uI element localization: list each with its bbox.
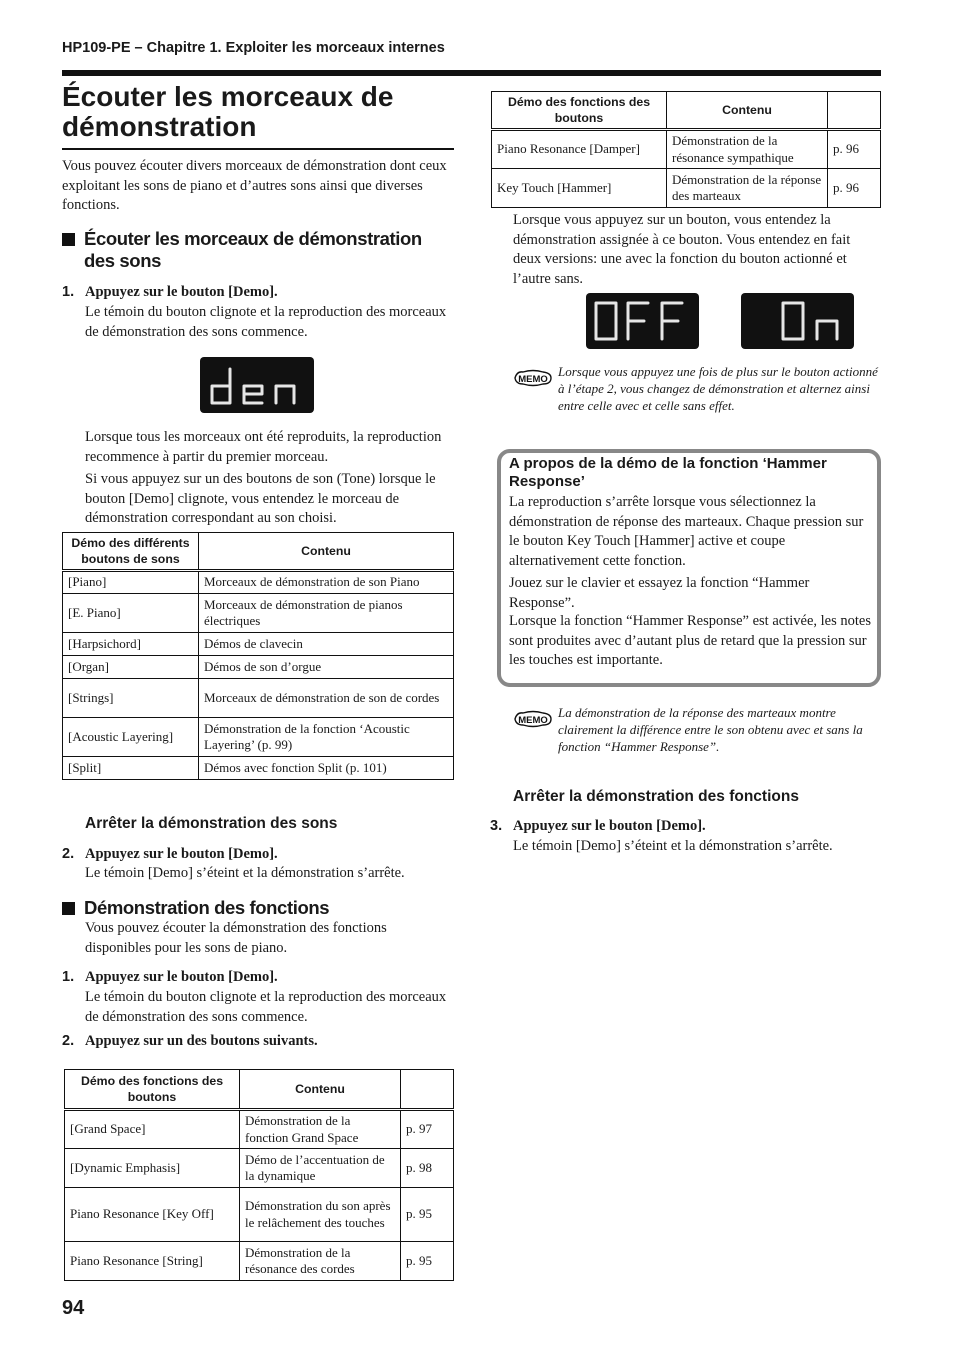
segment-display-on-icon: [741, 293, 854, 349]
table-header: [401, 1070, 454, 1110]
info-box-paragraph-2: Jouez sur le clavier et essayez la fonction “Hammer Response”.: [509, 575, 810, 611]
step-2-sounds-desc: Le témoin [Demo] s’éteint et la démonstration s’arrête.: [85, 865, 405, 881]
stop-sounds-heading: Arrêter la démonstration des sons: [85, 815, 338, 832]
step-1-sounds: 1. Appuyez sur le bouton [Demo].: [62, 284, 278, 300]
step-1-functions-desc: Le témoin du bouton clignote et la reproduction des morceaux de démonstration des sons commence.: [85, 989, 447, 1025]
memo-icon: [513, 368, 553, 388]
table-row: [Strings] Morceaux de démonstration de son de cordes: [63, 679, 454, 718]
lcd-display-off: [586, 293, 699, 349]
info-box-title: A propos de la démo de la fonction ‘Hammer Response’: [509, 455, 827, 490]
table-header: Démo des différents boutons de sons: [63, 533, 199, 571]
table-row: [Acoustic Layering] Démonstration de la fonction ‘Acoustic Layering’ (p. 99): [63, 718, 454, 757]
heading-square-icon: [62, 233, 75, 246]
table-header: Contenu: [240, 1070, 401, 1110]
svg-text:MEMO: MEMO: [518, 374, 548, 385]
step-3-functions: 3. Appuyez sur le bouton [Demo].: [490, 818, 706, 834]
table-row: [Grand Space] Démonstration de la fonction Grand Space p. 97: [65, 1110, 454, 1149]
lcd-display-on: [741, 293, 854, 349]
table-row: [Split] Démos avec fonction Split (p. 101): [63, 757, 454, 780]
header-rule: [62, 70, 881, 76]
table-header: Contenu: [199, 533, 454, 571]
info-box-paragraph-1: La reproduction s’arrête lorsque vous sélectionnez la démonstration de réponse des marteaux. Chaque pression sur le bouton Key Touch [Hammer] active et coupe alternativement cette fonction.: [509, 494, 864, 569]
memo-note-1: Lorsque vous appuyez une fois de plus sur le bouton actionné à l’étape 2, vous changez de démonstration et alternez ainsi entre celle avec et celle sans effet.: [558, 364, 878, 413]
table-row: Piano Resonance [String] Démonstration de la résonance des cordes p. 95: [65, 1242, 454, 1281]
table-row: [Dynamic Emphasis] Démo de l’accentuation de la dynamique p. 98: [65, 1149, 454, 1188]
memo-note-2: La démonstration de la réponse des marteaux montre clairement la différence entre le son obtenu avec et sans la fonction “Hammer Response”.: [558, 705, 863, 754]
repeat-paragraph: Lorsque tous les morceaux ont été reproduits, la reproduction recommence à partir du premier morceau.: [85, 429, 442, 465]
segment-display-off-icon: [586, 293, 699, 349]
table-header: Démo des fonctions des boutons: [492, 92, 667, 130]
step-2-sounds: 2. Appuyez sur le bouton [Demo].: [62, 846, 278, 862]
step-2-functions: 2. Appuyez sur un des boutons suivants.: [62, 1033, 318, 1049]
table-row: Key Touch [Hammer] Démonstration de la réponse des marteaux p. 96: [492, 169, 881, 208]
lcd-display-dem: [200, 357, 314, 413]
segment-display-dem-icon: [200, 357, 314, 413]
tone-paragraph: Si vous appuyez sur un des boutons de son (Tone) lorsque le bouton [Demo] clignote, vous entendez le morceau de démonstration correspondant au son choisi.: [85, 471, 436, 526]
intro-paragraph: Vous pouvez écouter divers morceaux de démonstration dont ceux exploitant les sons de piano et d’autres sons ainsi que diverses fonctions.: [62, 158, 447, 213]
memo-icon: [513, 709, 553, 729]
table-row: [Piano] Morceaux de démonstration de son Piano: [63, 571, 454, 594]
step-1-functions: 1. Appuyez sur le bouton [Demo].: [62, 969, 278, 985]
svg-text:MEMO: MEMO: [518, 715, 548, 726]
page-number: 94: [62, 1297, 85, 1319]
table-row: [E. Piano] Morceaux de démonstration de pianos électriques: [63, 594, 454, 633]
running-header: HP109-PE – Chapitre 1. Exploiter les morceaux internes: [62, 40, 445, 56]
section-heading-sounds: Écouter les morceaux de démonstration des sons: [62, 228, 454, 272]
versions-paragraph: Lorsque vous appuyez sur un bouton, vous entendez la démonstration assignée à ce bouton. Vous entendez en fait deux versions: une avec la fonction du bouton actionné et l’autre sans.: [513, 212, 851, 287]
sounds-demo-table: [62, 532, 454, 780]
table-header: Contenu: [667, 92, 828, 130]
info-box-paragraph-3: Lorsque la fonction “Hammer Response” est activée, les notes sont produites avec d’autant plus de retard que la pression sur les touches est importante.: [509, 613, 871, 668]
title-rule: [62, 148, 454, 150]
functions-demo-table: [64, 1069, 454, 1281]
table-row: Piano Resonance [Key Off] Démonstration du son après le relâchement des touches p. 95: [65, 1188, 454, 1242]
stop-functions-heading: Arrêter la démonstration des fonctions: [513, 788, 799, 805]
table-row: [Harpsichord] Démos de clavecin: [63, 633, 454, 656]
step-1-sounds-desc: Le témoin du bouton clignote et la reproduction des morceaux de démonstration des sons commence.: [85, 304, 447, 340]
heading-square-icon: [62, 902, 75, 915]
table-header: Démo des fonctions des boutons: [65, 1070, 240, 1110]
table-row: [Organ] Démos de son d’orgue: [63, 656, 454, 679]
table-row: Piano Resonance [Damper] Démonstration de la résonance sympathique p. 96: [492, 130, 881, 169]
functions-intro: Vous pouvez écouter la démonstration des fonctions disponibles pour les sons de piano.: [85, 920, 387, 956]
step-3-functions-desc: Le témoin [Demo] s’éteint et la démonstration s’arrête.: [513, 838, 833, 854]
table-header: [828, 92, 881, 130]
section-heading-functions: Démonstration des fonctions: [62, 897, 454, 919]
page-title: Écouter les morceaux de démonstration: [62, 81, 394, 142]
functions-demo-table-continued: [491, 91, 881, 208]
